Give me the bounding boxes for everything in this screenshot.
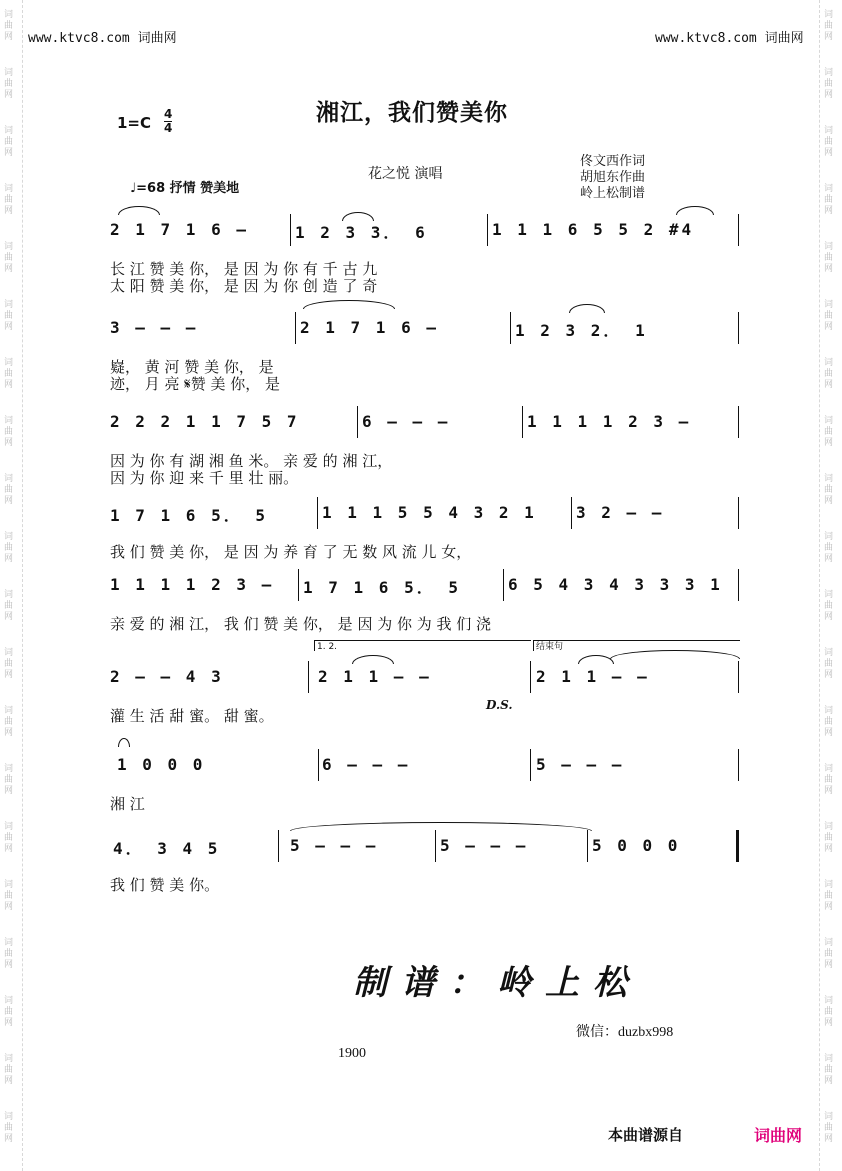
side-watermark-char: 网 xyxy=(4,322,14,332)
composer: 胡旭东作曲 xyxy=(580,170,646,185)
measure-notes: 2 1 7 1 6 – xyxy=(300,318,439,337)
side-watermark-char: 曲 xyxy=(824,21,834,31)
side-watermark-char: 曲 xyxy=(4,1007,14,1017)
side-watermark-char: 词 xyxy=(4,532,14,542)
source-site-link[interactable]: 词曲网 xyxy=(754,1126,803,1145)
side-watermark-char: 曲 xyxy=(4,1123,14,1133)
song-title: 湘江，我们赞美你 xyxy=(316,100,508,126)
side-watermark-char: 词 xyxy=(4,416,14,426)
bar-line xyxy=(738,749,739,781)
side-watermark-char: 词 xyxy=(824,358,834,368)
bar-line xyxy=(318,749,319,781)
bar-line xyxy=(510,312,511,344)
side-watermark-char: 词 xyxy=(824,648,834,658)
lyrics-line: 长 江 赞 美 你， 是 因 为 你 有 千 古 九 xyxy=(110,260,378,278)
lyrics-line: 我 们 赞 美 你， 是 因 为 养 育 了 无 数 风 流 儿 女， xyxy=(110,543,472,561)
side-watermark-char: 网 xyxy=(824,496,834,506)
side-watermark-char: 网 xyxy=(824,90,834,100)
side-watermark-char: 曲 xyxy=(824,1123,834,1133)
measure-notes: 6 – – – xyxy=(322,755,411,774)
side-watermark-char: 网 xyxy=(4,32,14,42)
side-watermark-char: 词 xyxy=(824,880,834,890)
measure-notes: 3 – – – xyxy=(110,318,199,337)
side-watermark-char: 网 xyxy=(4,380,14,390)
lyrics-line: 嶷， 黄 河 赞 美 你， 是 xyxy=(110,358,274,376)
slur-mark xyxy=(610,650,740,659)
side-watermark-char: 词 xyxy=(824,764,834,774)
side-watermark-char: 网 xyxy=(4,148,14,158)
side-watermark-char: 曲 xyxy=(824,1007,834,1017)
ds-marking: D.S. xyxy=(486,698,513,712)
side-watermark-char: 网 xyxy=(4,728,14,738)
signature: 制谱：岭上松 xyxy=(353,963,641,1003)
bar-line xyxy=(278,830,279,862)
side-watermark-char: 网 xyxy=(4,786,14,796)
lyrics-line: 湘 江 xyxy=(110,795,145,813)
side-watermark-char: 网 xyxy=(4,438,14,448)
side-watermark-char: 曲 xyxy=(4,543,14,553)
slur-mark xyxy=(342,212,374,221)
bar-line xyxy=(736,830,739,862)
side-watermark-char: 词 xyxy=(824,1054,834,1064)
side-watermark-char: 网 xyxy=(824,1134,834,1144)
side-watermark-char: 词 xyxy=(4,358,14,368)
side-watermark-char: 曲 xyxy=(4,427,14,437)
bar-line xyxy=(530,661,531,693)
side-watermark-char: 词 xyxy=(4,184,14,194)
side-watermark-char: 词 xyxy=(824,590,834,600)
side-watermark-char: 曲 xyxy=(824,833,834,843)
side-watermark-char: 网 xyxy=(824,612,834,622)
side-watermark-char: 网 xyxy=(4,1076,14,1086)
side-watermark-char: 网 xyxy=(4,902,14,912)
bar-line xyxy=(298,569,299,601)
slur-mark xyxy=(118,206,160,215)
side-watermark-char: 词 xyxy=(824,10,834,20)
side-watermark-char: 词 xyxy=(4,648,14,658)
right-margin-strip xyxy=(819,0,842,1171)
side-watermark-char: 曲 xyxy=(4,195,14,205)
measure-notes: 5 0 0 0 xyxy=(592,836,681,855)
bar-line xyxy=(357,406,358,438)
side-watermark-char: 曲 xyxy=(824,543,834,553)
side-watermark-char: 词 xyxy=(824,706,834,716)
left-margin-strip xyxy=(0,0,23,1171)
side-watermark-char: 曲 xyxy=(4,659,14,669)
measure-notes: 2 1 1 – – xyxy=(536,667,650,686)
measure-notes: 2 1 1 – – xyxy=(318,667,432,686)
measure-notes: 6 5 4 3 4 3 3 3 1 xyxy=(508,575,723,594)
side-watermark-char: 词 xyxy=(824,184,834,194)
bar-line xyxy=(522,406,523,438)
side-watermark-char: 词 xyxy=(4,822,14,832)
side-watermark-char: 网 xyxy=(4,960,14,970)
side-watermark-char: 曲 xyxy=(4,485,14,495)
bar-line xyxy=(738,569,739,601)
side-watermark-char: 网 xyxy=(824,148,834,158)
slur-mark xyxy=(290,822,592,831)
measure-notes: 1 1 1 6 5 5 2 #4 xyxy=(492,220,695,239)
side-watermark-char: 网 xyxy=(824,206,834,216)
side-watermark-char: 曲 xyxy=(824,891,834,901)
side-watermark-char: 曲 xyxy=(4,1065,14,1075)
side-watermark-char: 曲 xyxy=(4,601,14,611)
slur-mark xyxy=(118,738,130,747)
lyrics-line: 因 为 你 有 湖 湘 鱼 米。 亲 爱 的 湘 江， xyxy=(110,452,393,470)
time-signature xyxy=(164,108,172,135)
side-watermark-char: 词 xyxy=(4,880,14,890)
side-watermark-char: 网 xyxy=(824,786,834,796)
measure-notes: 3 2 – – xyxy=(576,503,665,522)
side-watermark-char: 词 xyxy=(824,1112,834,1122)
side-watermark-char: 网 xyxy=(4,1134,14,1144)
side-watermark-char: 词 xyxy=(824,416,834,426)
slur-mark xyxy=(352,655,394,664)
bar-line xyxy=(290,214,291,246)
side-watermark-char: 网 xyxy=(824,322,834,332)
slur-mark xyxy=(578,655,614,664)
time-denominator: 4 xyxy=(164,121,173,135)
bar-line xyxy=(571,497,572,529)
lyrics-line: 因 为 你 迎 来 千 里 壮 丽。 xyxy=(110,469,299,487)
side-watermark-char: 网 xyxy=(824,264,834,274)
measure-notes: 1 1 1 5 5 4 3 2 1 xyxy=(322,503,537,522)
side-watermark-char: 网 xyxy=(824,1018,834,1028)
measure-notes: 1 2 3 2． 1 xyxy=(515,321,648,340)
side-watermark-char: 曲 xyxy=(4,79,14,89)
time-numerator: 4 xyxy=(164,107,173,121)
side-watermark-char: 词 xyxy=(4,1112,14,1122)
side-watermark-char: 网 xyxy=(4,264,14,274)
bar-line xyxy=(587,830,588,862)
side-watermark-char: 网 xyxy=(824,380,834,390)
bar-line xyxy=(317,497,318,529)
side-watermark-char: 曲 xyxy=(824,427,834,437)
side-watermark-char: 词 xyxy=(4,242,14,252)
measure-notes: 2 – – 4 3 xyxy=(110,667,224,686)
bar-line xyxy=(435,830,436,862)
side-watermark-char: 词 xyxy=(824,126,834,136)
lyrics-line: 我 们 赞 美 你。 xyxy=(110,876,220,894)
side-watermark-char: 词 xyxy=(824,68,834,78)
side-watermark-char: 网 xyxy=(824,844,834,854)
side-watermark-char: 词 xyxy=(824,532,834,542)
lyricist: 佟文西作词 xyxy=(580,154,646,169)
bar-line xyxy=(530,749,531,781)
side-watermark-char: 曲 xyxy=(824,369,834,379)
measure-notes: 1 1 1 1 2 3 – xyxy=(527,412,692,431)
side-watermark-char: 曲 xyxy=(824,137,834,147)
measure-notes: 2 2 2 1 1 7 5 7 xyxy=(110,412,300,431)
slur-mark xyxy=(569,304,605,313)
side-watermark-char: 曲 xyxy=(824,659,834,669)
measure-notes: 1 7 1 6 5． 5 xyxy=(303,578,461,597)
measure-notes: 1 2 3 3． 6 xyxy=(295,223,428,242)
volta-first-ending: 1. 2. xyxy=(314,640,531,651)
lyrics-line: 迹， 月 亮 𝄋赞 美 你， 是 xyxy=(110,375,281,393)
measure-notes: 5 – – – xyxy=(536,755,625,774)
side-watermark-char: 曲 xyxy=(824,717,834,727)
side-watermark-char: 词 xyxy=(824,938,834,948)
side-watermark-char: 词 xyxy=(4,996,14,1006)
side-watermark-char: 词 xyxy=(4,1054,14,1064)
lyrics-line: 太 阳 赞 美 你， 是 因 为 你 创 造 了 奇 xyxy=(110,277,378,295)
slur-mark xyxy=(303,300,395,309)
side-watermark-char: 曲 xyxy=(4,717,14,727)
side-watermark-char: 词 xyxy=(4,938,14,948)
side-watermark-char: 曲 xyxy=(4,775,14,785)
key-signature: 1=C xyxy=(117,114,152,132)
side-watermark-char: 曲 xyxy=(4,311,14,321)
side-watermark-char: 网 xyxy=(4,90,14,100)
side-watermark-char: 网 xyxy=(824,1076,834,1086)
side-watermark-char: 曲 xyxy=(824,311,834,321)
bar-line xyxy=(738,312,739,344)
header-url-right[interactable]: www.ktvc8.com 词曲网 xyxy=(655,31,804,46)
header-url-left[interactable]: www.ktvc8.com 词曲网 xyxy=(28,31,177,46)
side-watermark-char: 词 xyxy=(824,996,834,1006)
side-watermark-char: 网 xyxy=(4,612,14,622)
side-watermark-char: 曲 xyxy=(824,949,834,959)
slur-mark xyxy=(676,206,714,215)
volta-ending-phrase: 结束句 xyxy=(533,640,740,651)
side-watermark-char: 曲 xyxy=(824,195,834,205)
side-watermark-char: 网 xyxy=(4,670,14,680)
side-watermark-char: 词 xyxy=(4,590,14,600)
measure-notes: 5 – – – xyxy=(440,836,529,855)
bar-line xyxy=(308,661,309,693)
side-watermark-char: 曲 xyxy=(4,253,14,263)
side-watermark-char: 词 xyxy=(824,242,834,252)
tempo-marking: ♩=68 抒情 赞美地 xyxy=(130,181,240,196)
side-watermark-char: 词 xyxy=(824,300,834,310)
side-watermark-char: 网 xyxy=(824,728,834,738)
side-watermark-char: 曲 xyxy=(4,891,14,901)
side-watermark-char: 词 xyxy=(4,300,14,310)
bar-line xyxy=(295,312,296,344)
side-watermark-char: 网 xyxy=(824,960,834,970)
side-watermark-char: 词 xyxy=(4,764,14,774)
side-watermark-char: 网 xyxy=(824,554,834,564)
side-watermark-char: 词 xyxy=(4,706,14,716)
bar-line xyxy=(738,214,739,246)
bar-line xyxy=(503,569,504,601)
side-watermark-char: 网 xyxy=(4,844,14,854)
side-watermark-char: 网 xyxy=(4,1018,14,1028)
side-watermark-char: 网 xyxy=(4,206,14,216)
bar-line xyxy=(487,214,488,246)
measure-notes: 4． 3 4 5 xyxy=(113,839,221,858)
side-watermark-char: 曲 xyxy=(824,485,834,495)
singer: 花之悦 演唱 xyxy=(368,166,443,182)
wechat-contact: 微信：duzbx998 xyxy=(576,1025,674,1040)
side-watermark-char: 词 xyxy=(824,822,834,832)
year-text: 1900 xyxy=(338,1046,366,1061)
side-watermark-char: 曲 xyxy=(4,21,14,31)
lyrics-line: 灌 生 活 甜 蜜。 甜 蜜。 xyxy=(110,707,274,725)
side-watermark-char: 网 xyxy=(824,902,834,912)
measure-notes: 1 1 1 1 2 3 – xyxy=(110,575,275,594)
bar-line xyxy=(738,497,739,529)
measure-notes: 6 – – – xyxy=(362,412,451,431)
side-watermark-char: 词 xyxy=(4,126,14,136)
side-watermark-char: 网 xyxy=(824,32,834,42)
side-watermark-char: 网 xyxy=(824,438,834,448)
source-label: 本曲谱源自 xyxy=(608,1126,684,1144)
side-watermark-char: 词 xyxy=(4,474,14,484)
arranger: 岭上松制谱 xyxy=(580,186,646,201)
side-watermark-char: 曲 xyxy=(4,137,14,147)
side-watermark-char: 网 xyxy=(4,496,14,506)
side-watermark-char: 曲 xyxy=(824,601,834,611)
bar-line xyxy=(738,661,739,693)
lyrics-line: 亲 爱 的 湘 江， 我 们 赞 美 你， 是 因 为 你 为 我 们 浇 xyxy=(110,615,492,633)
side-watermark-char: 曲 xyxy=(824,79,834,89)
side-watermark-char: 词 xyxy=(824,474,834,484)
side-watermark-char: 曲 xyxy=(824,1065,834,1075)
side-watermark-char: 网 xyxy=(4,554,14,564)
measure-notes: 1 0 0 0 xyxy=(117,755,206,774)
side-watermark-char: 网 xyxy=(824,670,834,680)
side-watermark-char: 曲 xyxy=(4,369,14,379)
side-watermark-char: 曲 xyxy=(4,833,14,843)
bar-line xyxy=(738,406,739,438)
side-watermark-char: 曲 xyxy=(824,775,834,785)
measure-notes: 1 7 1 6 5． 5 xyxy=(110,506,268,525)
measure-notes: 5 – – – xyxy=(290,836,379,855)
side-watermark-char: 曲 xyxy=(4,949,14,959)
measure-notes: 2 1 7 1 6 – xyxy=(110,220,249,239)
side-watermark-char: 词 xyxy=(4,68,14,78)
side-watermark-char: 曲 xyxy=(824,253,834,263)
side-watermark-char: 词 xyxy=(4,10,14,20)
